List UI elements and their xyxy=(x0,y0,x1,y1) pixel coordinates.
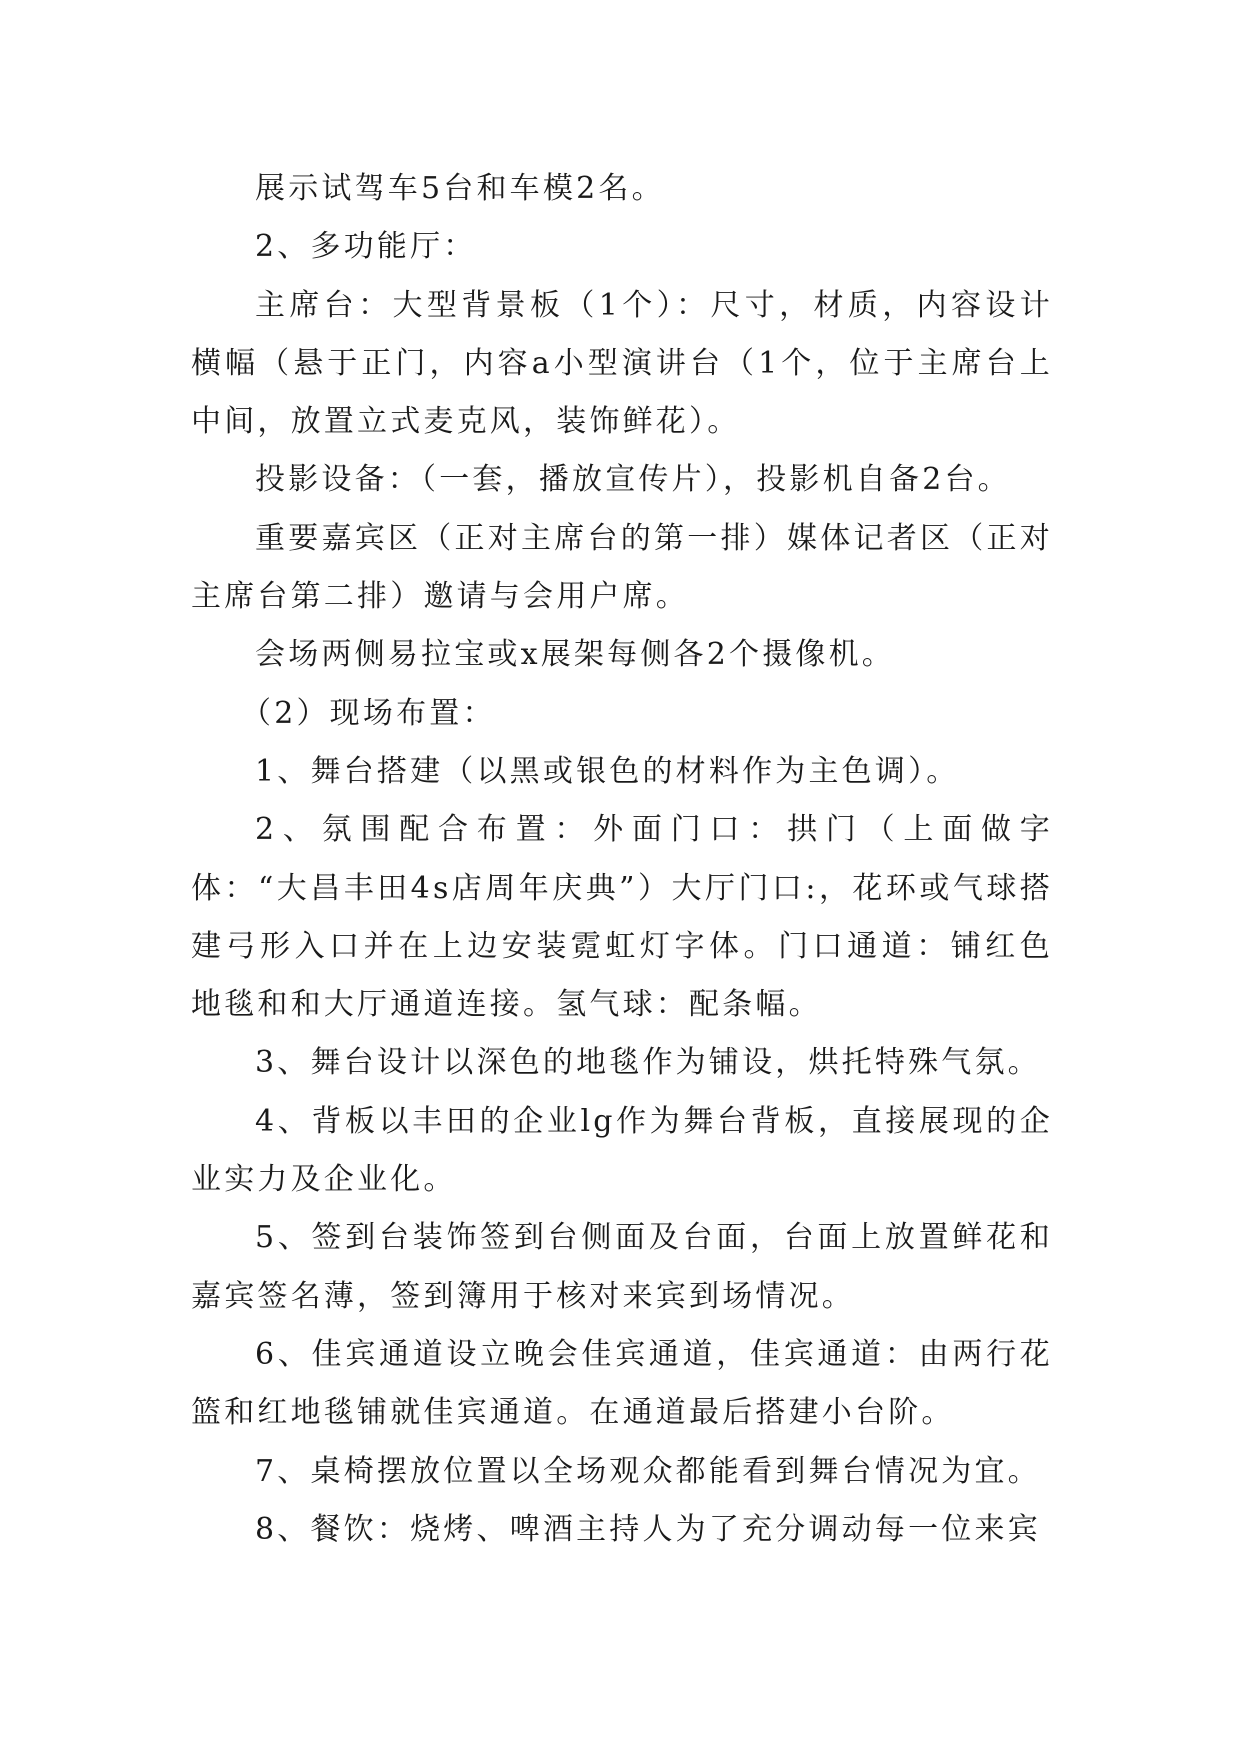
paragraph-backdrop: 4、背板以丰田的企业lg作为舞台背板，直接展现的企业实力及企业化。 xyxy=(191,1103,1053,1198)
paragraph-stage-design: 3、舞台设计以深色的地毯作为铺设，烘托特殊气氛。 xyxy=(255,1045,1041,1081)
paragraph-guest-area: 重要嘉宾区（正对主席台的第一排）媒体记者区（正对主席台第二排）邀请与会用户席。 xyxy=(191,520,1053,615)
paragraph-atmosphere: 2、氛围配合布置：外面门口：拱门（上面做字体：“大昌丰田4s店周年庆典”）大厅门口:，花环或气球搭建弓形入口并在上边安装霓虹灯字体。门口通道：铺红色地毯和和大厅通道连接。氢气球：配条幅。 xyxy=(191,812,1053,1023)
paragraph-test-drive: 展示试驾车5台和车模2名。 xyxy=(255,171,665,206)
paragraph-main-stage: 主席台：大型背景板（1个）：尺寸，材质，内容设计横幅（悬于正门，内容a小型演讲台（1个，位于主席台上中间，放置立式麦克风，装饰鲜花）。 xyxy=(191,287,1053,440)
paragraph-venue-sides: 会场两侧易拉宝或x展架每侧各2个摄像机。 xyxy=(255,637,896,673)
paragraph-sign-in: 5、签到台装饰签到台侧面及台面，台面上放置鲜花和嘉宾签名薄，签到簿用于核对来宾到场情况。 xyxy=(191,1220,1053,1314)
paragraph-catering: 8、餐饮：烧烤、啤酒主持人为了充分调动每一位来宾 xyxy=(255,1511,1041,1547)
document-body xyxy=(191,160,1053,1559)
paragraph-projection: 投影设备：（一套，播放宣传片），投影机自备2台。 xyxy=(255,462,1011,498)
paragraph-stage-build: 1、舞台搭建（以黑或银色的材料作为主色调）。 xyxy=(255,753,960,789)
paragraph-guest-passage: 6、佳宾通道设立晚会佳宾通道，佳宾通道：由两行花篮和红地毯铺就佳宾通道。在通道最后搭建小台阶。 xyxy=(191,1336,1053,1431)
paragraph-seating: 7、桌椅摆放位置以全场观众都能看到舞台情况为宜。 xyxy=(255,1453,1041,1489)
heading-site-layout: （2）现场布置： xyxy=(241,695,496,731)
heading-multifunction-hall: 2、多功能厅： xyxy=(255,229,477,265)
